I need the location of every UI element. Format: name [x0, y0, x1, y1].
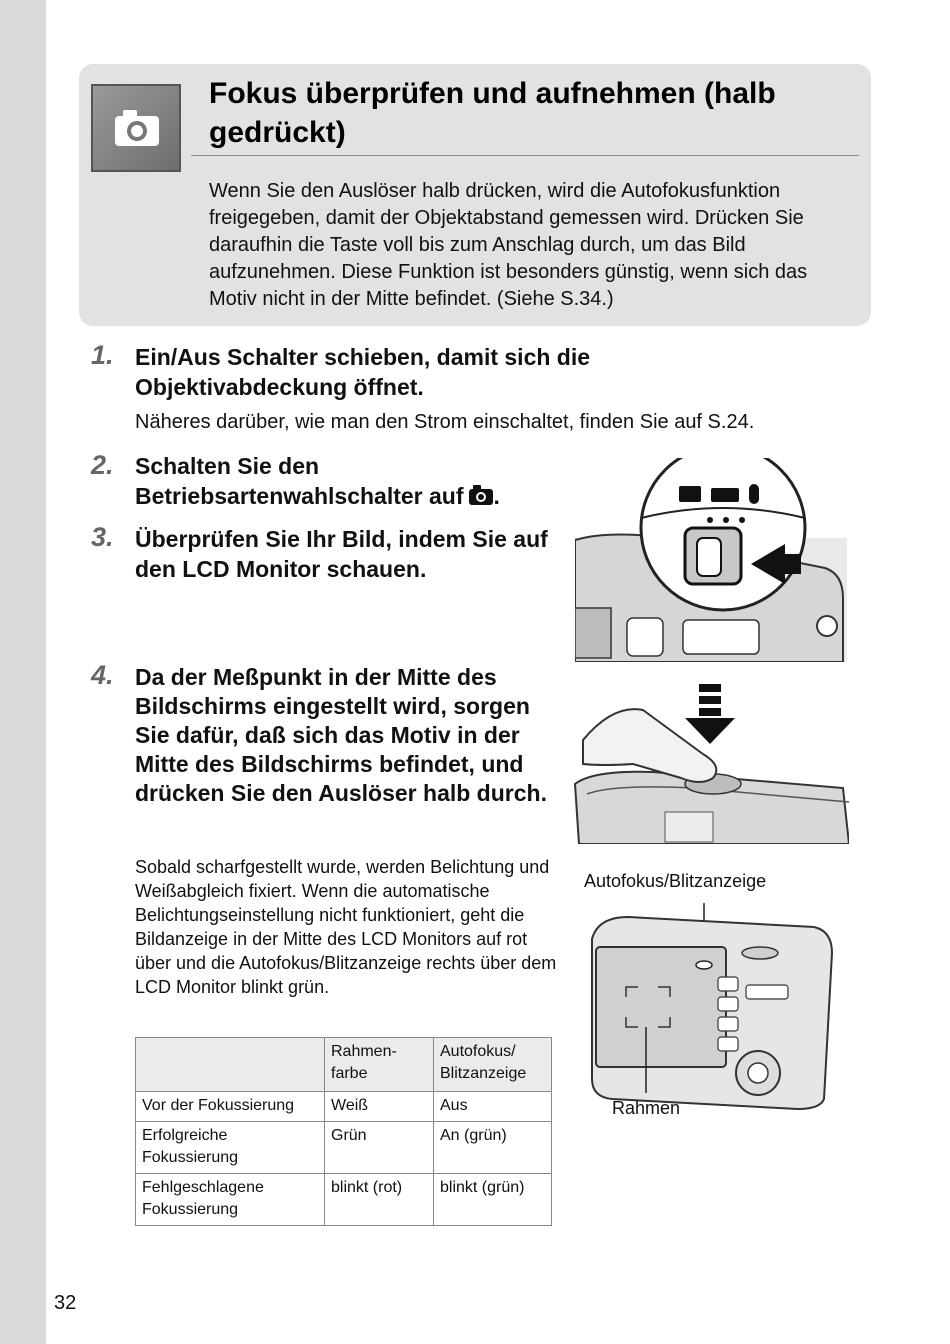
table-header-cell: Rahmen- farbe [325, 1038, 434, 1092]
body-paragraph: Sobald scharfgestellt wurde, werden Belichtung und Weißabgleich fixiert. Wenn die automatische Belichtungseinstellung nicht funktioniert, geht die Bildanzeige in der Mitte des LCD Monitors auf rot über und die Autofokus/Blitzanzeige rechts über dem LCD Monitor blinkt grün. [135, 857, 557, 997]
table-cell: Vor der Fokussierung [136, 1092, 325, 1122]
table-cell: Weiß [325, 1092, 434, 1122]
step-4-number: 4. [91, 660, 114, 690]
camera-back-figure [588, 903, 836, 1118]
step-2-label: Schalten Sie den Betriebsartenwahlschalter auf [135, 453, 464, 509]
table-cell: Erfolgreiche Fokussierung [136, 1122, 325, 1174]
intro-paragraph: Wenn Sie den Auslöser halb drücken, wird die Autofokusfunktion freigegeben, damit der Objektabstand gemessen wird. Drücken Sie daraufhin die Taste voll bis zum Anschlag durch, um das Bild aufzunehmen. Diese Funktion ist besonders günstig, wenn sich das Motiv nicht in der Mitte befindet. (Siehe S.34.) [209, 180, 808, 310]
step-1-number: 1. [91, 340, 114, 370]
table-row [136, 1092, 552, 1122]
camera-icon [91, 84, 181, 172]
table-cell: Aus [434, 1092, 552, 1122]
table-header-cell [136, 1038, 325, 1092]
step-2-suffix: . [493, 483, 500, 509]
shutter-press-figure [573, 684, 849, 849]
step-3-text: Überprüfen Sie Ihr Bild, indem Sie auf den LCD Monitor schauen. [135, 526, 548, 582]
step-2-text [135, 451, 575, 513]
table-cell: blinkt (grün) [434, 1174, 552, 1226]
mode-switch-figure [575, 458, 847, 667]
table-cell: An (grün) [434, 1122, 552, 1174]
step-1-text: Ein/Aus Schalter schieben, damit sich die Objektivabdeckung öffnet. [135, 344, 591, 400]
table-cell: blinkt (rot) [325, 1174, 434, 1226]
page-number: 32 [54, 1292, 77, 1314]
table-cell: Grün [325, 1122, 434, 1174]
title-divider [191, 155, 859, 156]
table-header-cell: Autofokus/ Blitzanzeige [434, 1038, 552, 1092]
page-margin-strip [0, 0, 46, 1344]
frame-label: Rahmen [612, 1098, 681, 1118]
af-indicator-label: Autofokus/Blitzanzeige [584, 871, 767, 891]
step-3-number: 3. [91, 522, 114, 552]
step-2-number: 2. [91, 450, 114, 480]
table-header-row [136, 1038, 552, 1092]
step-4-text: Da der Meßpunkt in der Mitte des Bildschirms eingestellt wird, sorgen Sie dafür, daß sich das Motiv in der Mitte des Bildschirms befindet, und drücken Sie den Auslöser halb durch. [135, 664, 547, 806]
focus-status-table [135, 1037, 552, 1226]
table-row [136, 1122, 552, 1174]
table-cell: Fehlgeschlagene Fokussierung [136, 1174, 325, 1226]
table-row [136, 1174, 552, 1226]
section-title: Fokus überprüfen und aufnehmen (halb gedrückt) [209, 77, 776, 149]
camera-mode-icon [468, 483, 494, 513]
step-1-subtext: Näheres darüber, wie man den Strom einschaltet, finden Sie auf S.24. [135, 411, 755, 433]
